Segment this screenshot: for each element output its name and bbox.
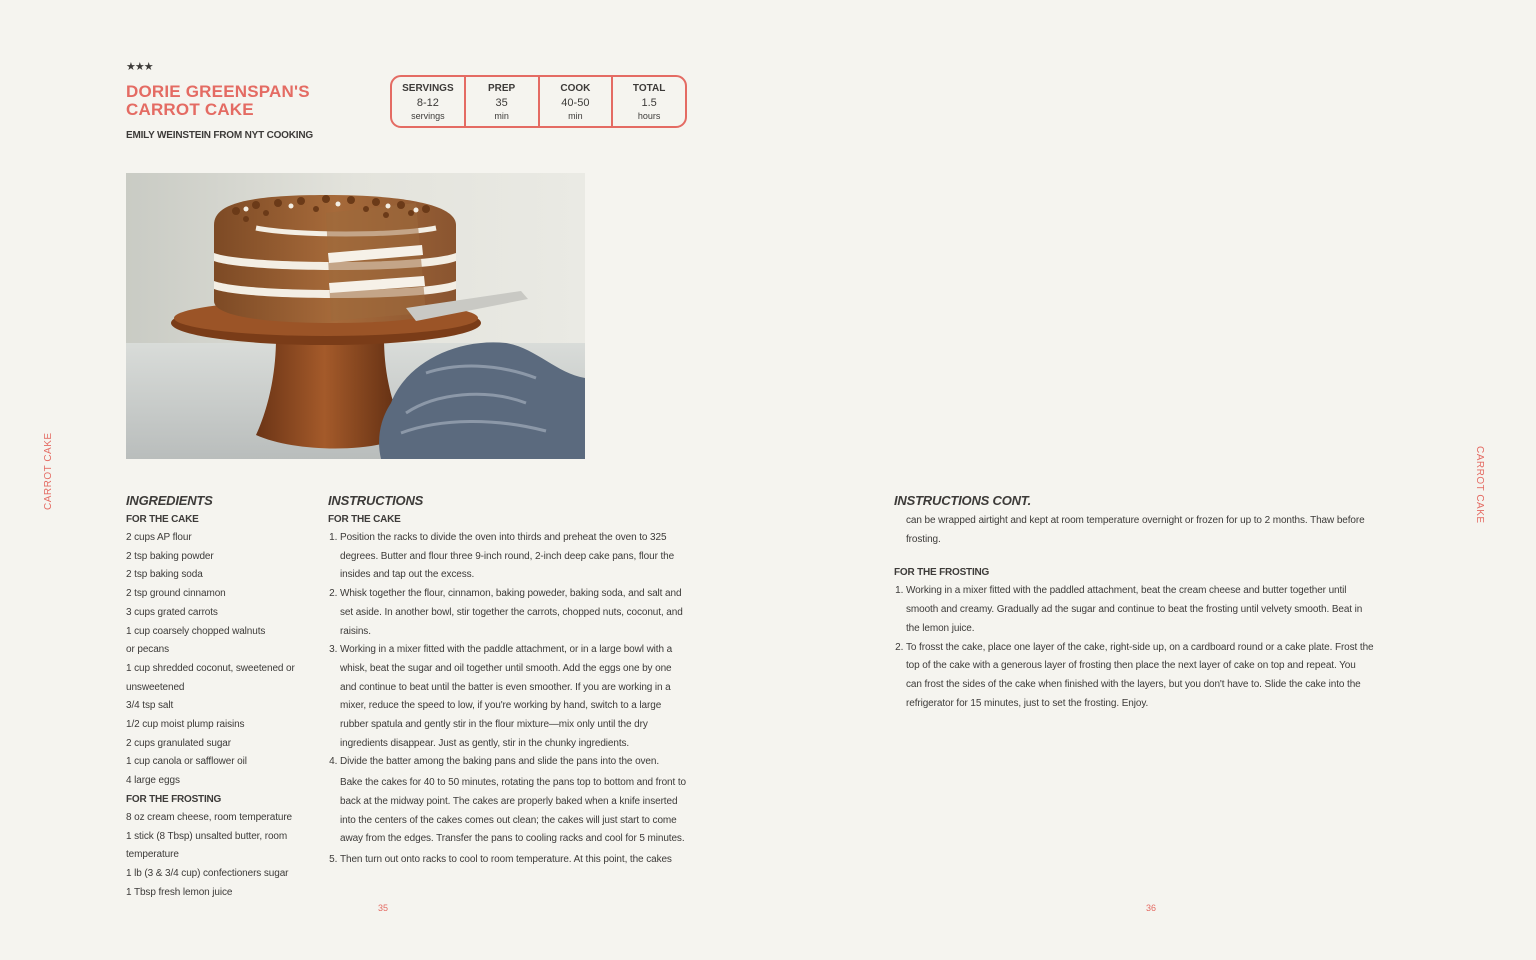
instructions-continued-section — [894, 493, 1374, 713]
stat-unit: hours — [637, 111, 661, 121]
cake-illustration — [126, 173, 585, 459]
ingredient-item: 2 tsp baking soda — [126, 569, 203, 581]
stat-value: 40-50 — [561, 97, 590, 109]
side-tab-left — [39, 432, 61, 516]
instructions-section — [328, 493, 690, 870]
frosting-step: 2. To frosst the cake, place one layer of the cake, right-side up, on a cardboard round or a cake plate. Frost the top of the cake with a generous layer of frosting then place the next layer of cake on top and repeat. You can frost the sides of the cake when finished with the layers, but you don't have to. Slide the cake into the refrigerator for 15 minutes, just to set the frosting. Enjoy. — [906, 639, 1374, 714]
recipe-title-line2: CARROT CAKE — [126, 100, 254, 119]
instructions-frosting-heading: FOR THE FROSTING — [894, 567, 990, 579]
stat-value: 8-12 — [416, 97, 439, 109]
ingredient-item: 1 lb (3 & 3/4 cup) confectioners sugar — [126, 867, 289, 879]
instruction-step-text: Divide the batter among the baking pans and slide the pans into the oven. — [340, 756, 660, 768]
instruction-step-extra: Bake the cakes for 40 to 50 minutes, rotating the pans top to bottom and front to back at the midway point. The cakes are properly baked when a knife inserted into the centers of the cakes comes out clean; the cakes will just start to come away from the edges. Transfer the pans to cooling racks and cool for 5 minutes. — [340, 777, 687, 845]
side-tab-right-label: CARROT CAKE — [1474, 446, 1485, 524]
ingredient-item: 3/4 tsp salt — [126, 700, 174, 712]
stat-unit: min — [568, 111, 583, 121]
stat-value: 35 — [495, 97, 508, 109]
stat-label: PREP — [488, 83, 516, 94]
cake-photo — [126, 173, 585, 459]
instruction-step — [340, 753, 690, 849]
ingredient-item: 1 cup coarsely chopped walnuts — [126, 625, 266, 637]
ingredient-item: 2 cups granulated sugar — [126, 737, 231, 749]
instructions-steps — [328, 529, 690, 870]
ingredient-item: 1/2 cup moist plump raisins — [126, 719, 245, 731]
ingredients-frosting-heading: FOR THE FROSTING — [126, 793, 222, 805]
ingredient-item: 1 stick (8 Tbsp) unsalted butter, room — [126, 830, 288, 842]
instruction-step: 2. Whisk together the flour, cinnamon, baking poweder, baking soda, and salt and set aside. In another bowl, stir together the carrots, chopped nuts, coconut, and raisins. — [340, 585, 690, 641]
instructions-continued-text: can be wrapped airtight and kept at room temperature overnight or frozen for up to 2 months. Thaw before frosting. — [906, 515, 1365, 545]
page-number-right: 36 — [1146, 903, 1157, 913]
ingredient-item: temperature — [126, 849, 179, 861]
rating-stars: ★★★ — [126, 61, 153, 73]
ingredient-item: 8 oz cream cheese, room temperature — [126, 811, 293, 823]
stat-label: COOK — [560, 83, 591, 94]
stat-prep — [466, 77, 540, 126]
stat-unit: servings — [411, 111, 445, 121]
ingredient-item: 1 cup shredded coconut, sweetened or — [126, 662, 295, 674]
ingredient-item: or pecans — [126, 644, 170, 656]
instructions-cont-heading: INSTRUCTIONS CONT. — [894, 493, 1031, 508]
recipe-title — [126, 83, 356, 119]
recipe-author: EMILY WEINSTEIN FROM NYT COOKING — [126, 130, 313, 141]
recipe-stats-box — [390, 75, 687, 128]
ingredients-frosting-list — [126, 809, 311, 903]
ingredient-item: 1 cup canola or safflower oil — [126, 756, 247, 768]
ingredient-item: 2 cups AP flour — [126, 532, 192, 543]
instruction-step: 5. Then turn out onto racks to cool to room temperature. At this point, the cakes — [340, 851, 690, 870]
instruction-step: 3. Working in a mixer fitted with the paddle attachment, or in a large bowl with a whisk, beat the sugar and oil together until smooth. Add the eggs one by one and continue to beat until the batter is even smoother. If you are working in a mixer, reduce the speed to low, if you're working by hand, switch to a large rubber spatula and gently stir in the flour mixture—mix only until the dry ingredients disappear. Just as gently, stir in the chunky ingredients. — [340, 641, 690, 753]
ingredient-item: 3 cups grated carrots — [126, 606, 218, 618]
ingredients-cake-list — [126, 529, 311, 791]
stat-value: 1.5 — [641, 97, 657, 109]
recipe-title-line1: DORIE GREENSPAN'S — [126, 82, 310, 101]
stat-total — [613, 77, 685, 126]
instructions-heading: INSTRUCTIONS — [328, 493, 424, 508]
stat-label: TOTAL — [632, 83, 666, 94]
stat-label: SERVINGS — [402, 83, 454, 94]
ingredients-cake-heading: FOR THE CAKE — [126, 514, 199, 525]
ingredient-item: 2 tsp ground cinnamon — [126, 588, 226, 600]
instructions-cake-heading: FOR THE CAKE — [328, 514, 401, 525]
ingredient-item: unsweetened — [126, 681, 185, 693]
instruction-step: 1. Position the racks to divide the oven into thirds and preheat the oven to 325 degrees. Butter and flour three 9-inch round, 2-inch deep cake pans, flour the insides and tap out the excess. — [340, 529, 690, 585]
stat-unit: min — [494, 111, 509, 121]
page-number-left: 35 — [378, 903, 389, 913]
stat-servings — [392, 77, 466, 126]
ingredient-item: 4 large eggs — [126, 775, 180, 787]
ingredients-section — [126, 493, 311, 902]
ingredient-item: 2 tsp baking powder — [126, 550, 214, 562]
side-tab-left-label: CARROT CAKE — [43, 432, 54, 510]
stat-cook — [540, 77, 614, 126]
ingredient-item: 1 Tbsp fresh lemon juice — [126, 886, 233, 898]
side-tab-right — [1468, 446, 1490, 524]
ingredients-heading: INGREDIENTS — [126, 493, 213, 508]
frosting-steps — [894, 582, 1374, 713]
frosting-step: 1. Working in a mixer fitted with the paddled attachment, beat the cream cheese and butter together until smooth and creamy. Gradually ad the sugar and continue to beat the frosting until velvety smooth. Beat in the lemon juice. — [906, 582, 1374, 638]
